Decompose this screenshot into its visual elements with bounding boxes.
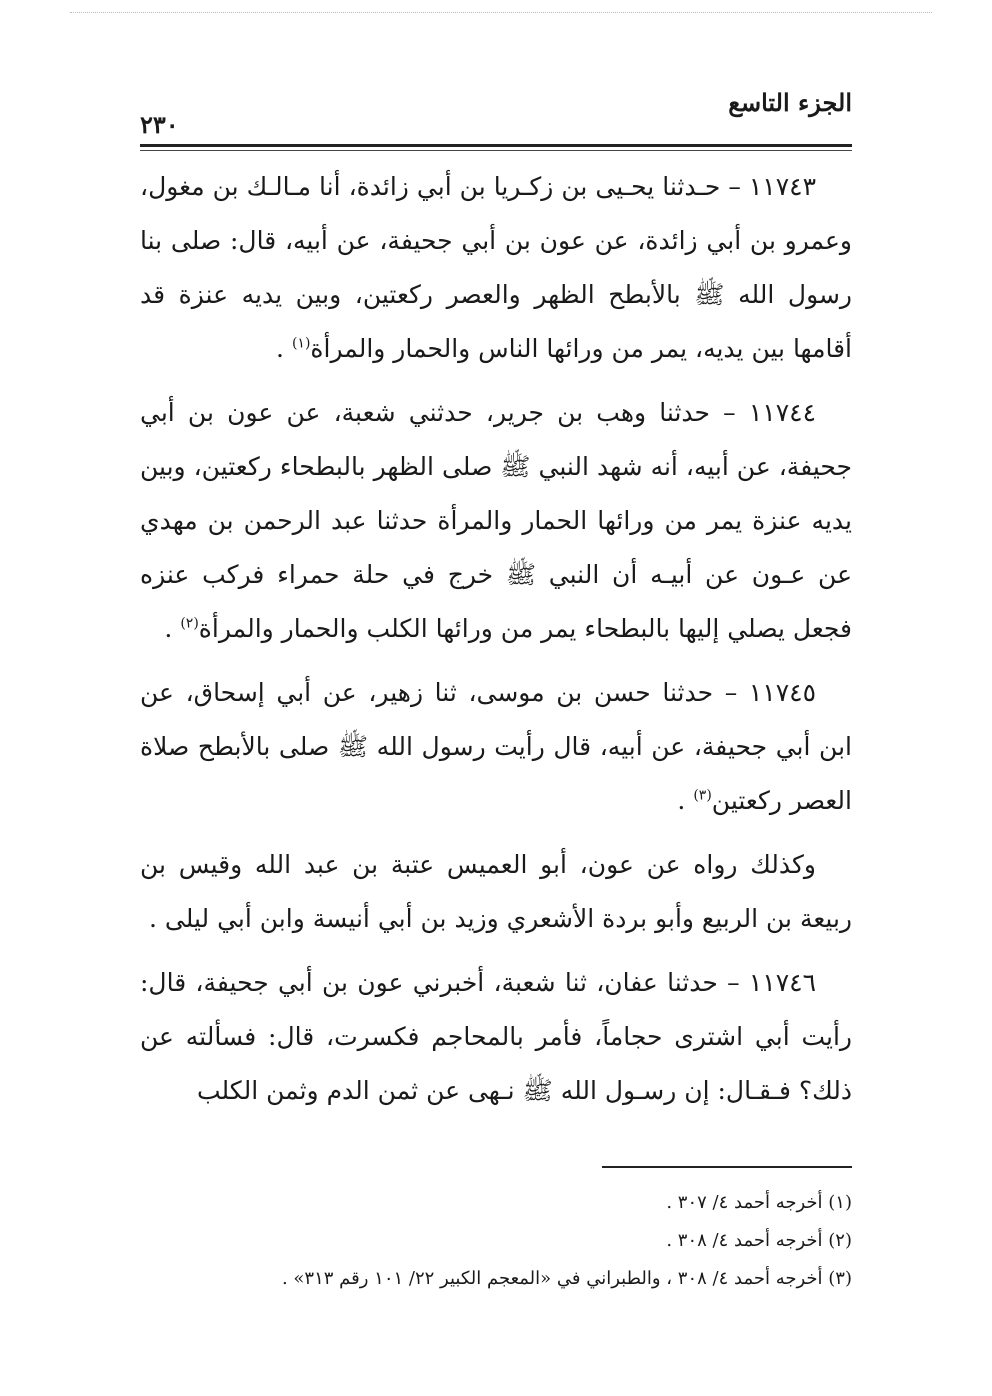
note-text: وكذلك رواه عن عون، أبو العميس عتبة بن عبد الله وقيس بن ربيعة بن الربيع وأبو بردة الأشعري وزيد بن أبي أنيسة وابن أبي ليلى . — [140, 850, 852, 933]
hadith-text: ١١٧٤٥ – حدثنا حسن بن موسى، ثنا زهير، عن أبي إسحاق، عن ابن أبي جحيفة، عن أبيه، قال رأيت رسول الله ﷺ صلى بالأبطح صلاة العصر ركعتين — [140, 678, 852, 815]
hadith-paragraph — [140, 956, 852, 1118]
hadith-paragraph — [140, 160, 852, 376]
footnotes — [140, 1184, 852, 1298]
hadith-paragraph — [140, 666, 852, 828]
hadith-paragraph — [140, 386, 852, 656]
footnote-separator — [602, 1166, 852, 1168]
footnote-ref: (١) — [291, 335, 311, 352]
header-rule-thin — [140, 150, 852, 151]
page-number: ٢٣٠ — [140, 110, 179, 139]
footnote-item: (٢) أخرجه أحمد ٤/ ٣٠٨ . — [666, 1230, 852, 1251]
footnote-ref: (٣) — [693, 787, 712, 804]
narration-note — [140, 838, 852, 946]
page-header — [140, 88, 852, 140]
hadith-tail: . — [276, 334, 292, 363]
hadith-tail: . — [677, 786, 694, 815]
top-dotted-line — [70, 12, 932, 13]
footnote-item: (١) أخرجه أحمد ٤/ ٣٠٧ . — [666, 1192, 852, 1213]
footnote-ref: (٢) — [180, 615, 199, 632]
hadith-tail: . — [164, 614, 181, 643]
footnote-item: (٣) أخرجه أحمد ٤/ ٣٠٨ ، والطبراني في «المعجم الكبير ٢٢/ ١٠١ رقم ٣١٣» . — [281, 1268, 852, 1289]
header-rule — [140, 144, 852, 147]
hadith-text: ١١٧٤٤ – حدثنا وهب بن جرير، حدثني شعبة، عن عون بن أبي جحيفة، عن أبيه، أنه شهد النبي ﷺ صلى الظهر بالبطحاء ركعتين، وبين يديه عنزة يمر من ورائها الحمار والمرأة حدثنا عبد الرحمن بن مهدي عن عـون عن أبيـه أن النبي ﷺ خرج في حلة حمراء فركب عنزه فجعل يصلي إليها بالبطحاء يمر من ورائها الكلب والحمار والمرأة — [140, 398, 852, 643]
running-title: الجزء التاسع — [728, 88, 852, 117]
main-text — [140, 160, 852, 1128]
hadith-text: ١١٧٤٦ – حدثنا عفان، ثنا شعبة، أخبرني عون بن أبي جحيفة، قال: رأيت أبي اشترى حجاماً، فأمر بالمحاجم فكسرت، قال: فسألته عن ذلك؟ فـقـال: إن رسـول الله ﷺ نـهى عن ثمن الدم وثمن الكلب — [140, 968, 852, 1105]
hadith-text: ١١٧٤٣ – حـدثنا يحـيى بن زكـريا بن أبي زائدة، أنا مـالـك بن مغول، وعمرو بن أبي زائدة، عن عون بن أبي جحيفة، عن أبيه، قال: صلى بنا رسول الله ﷺ بالأبطح الظهر والعصر ركعتين، وبين يديه عنزة قد أقامها بين يديه، يمر من ورائها الناس والحمار والمرأة — [140, 172, 852, 363]
